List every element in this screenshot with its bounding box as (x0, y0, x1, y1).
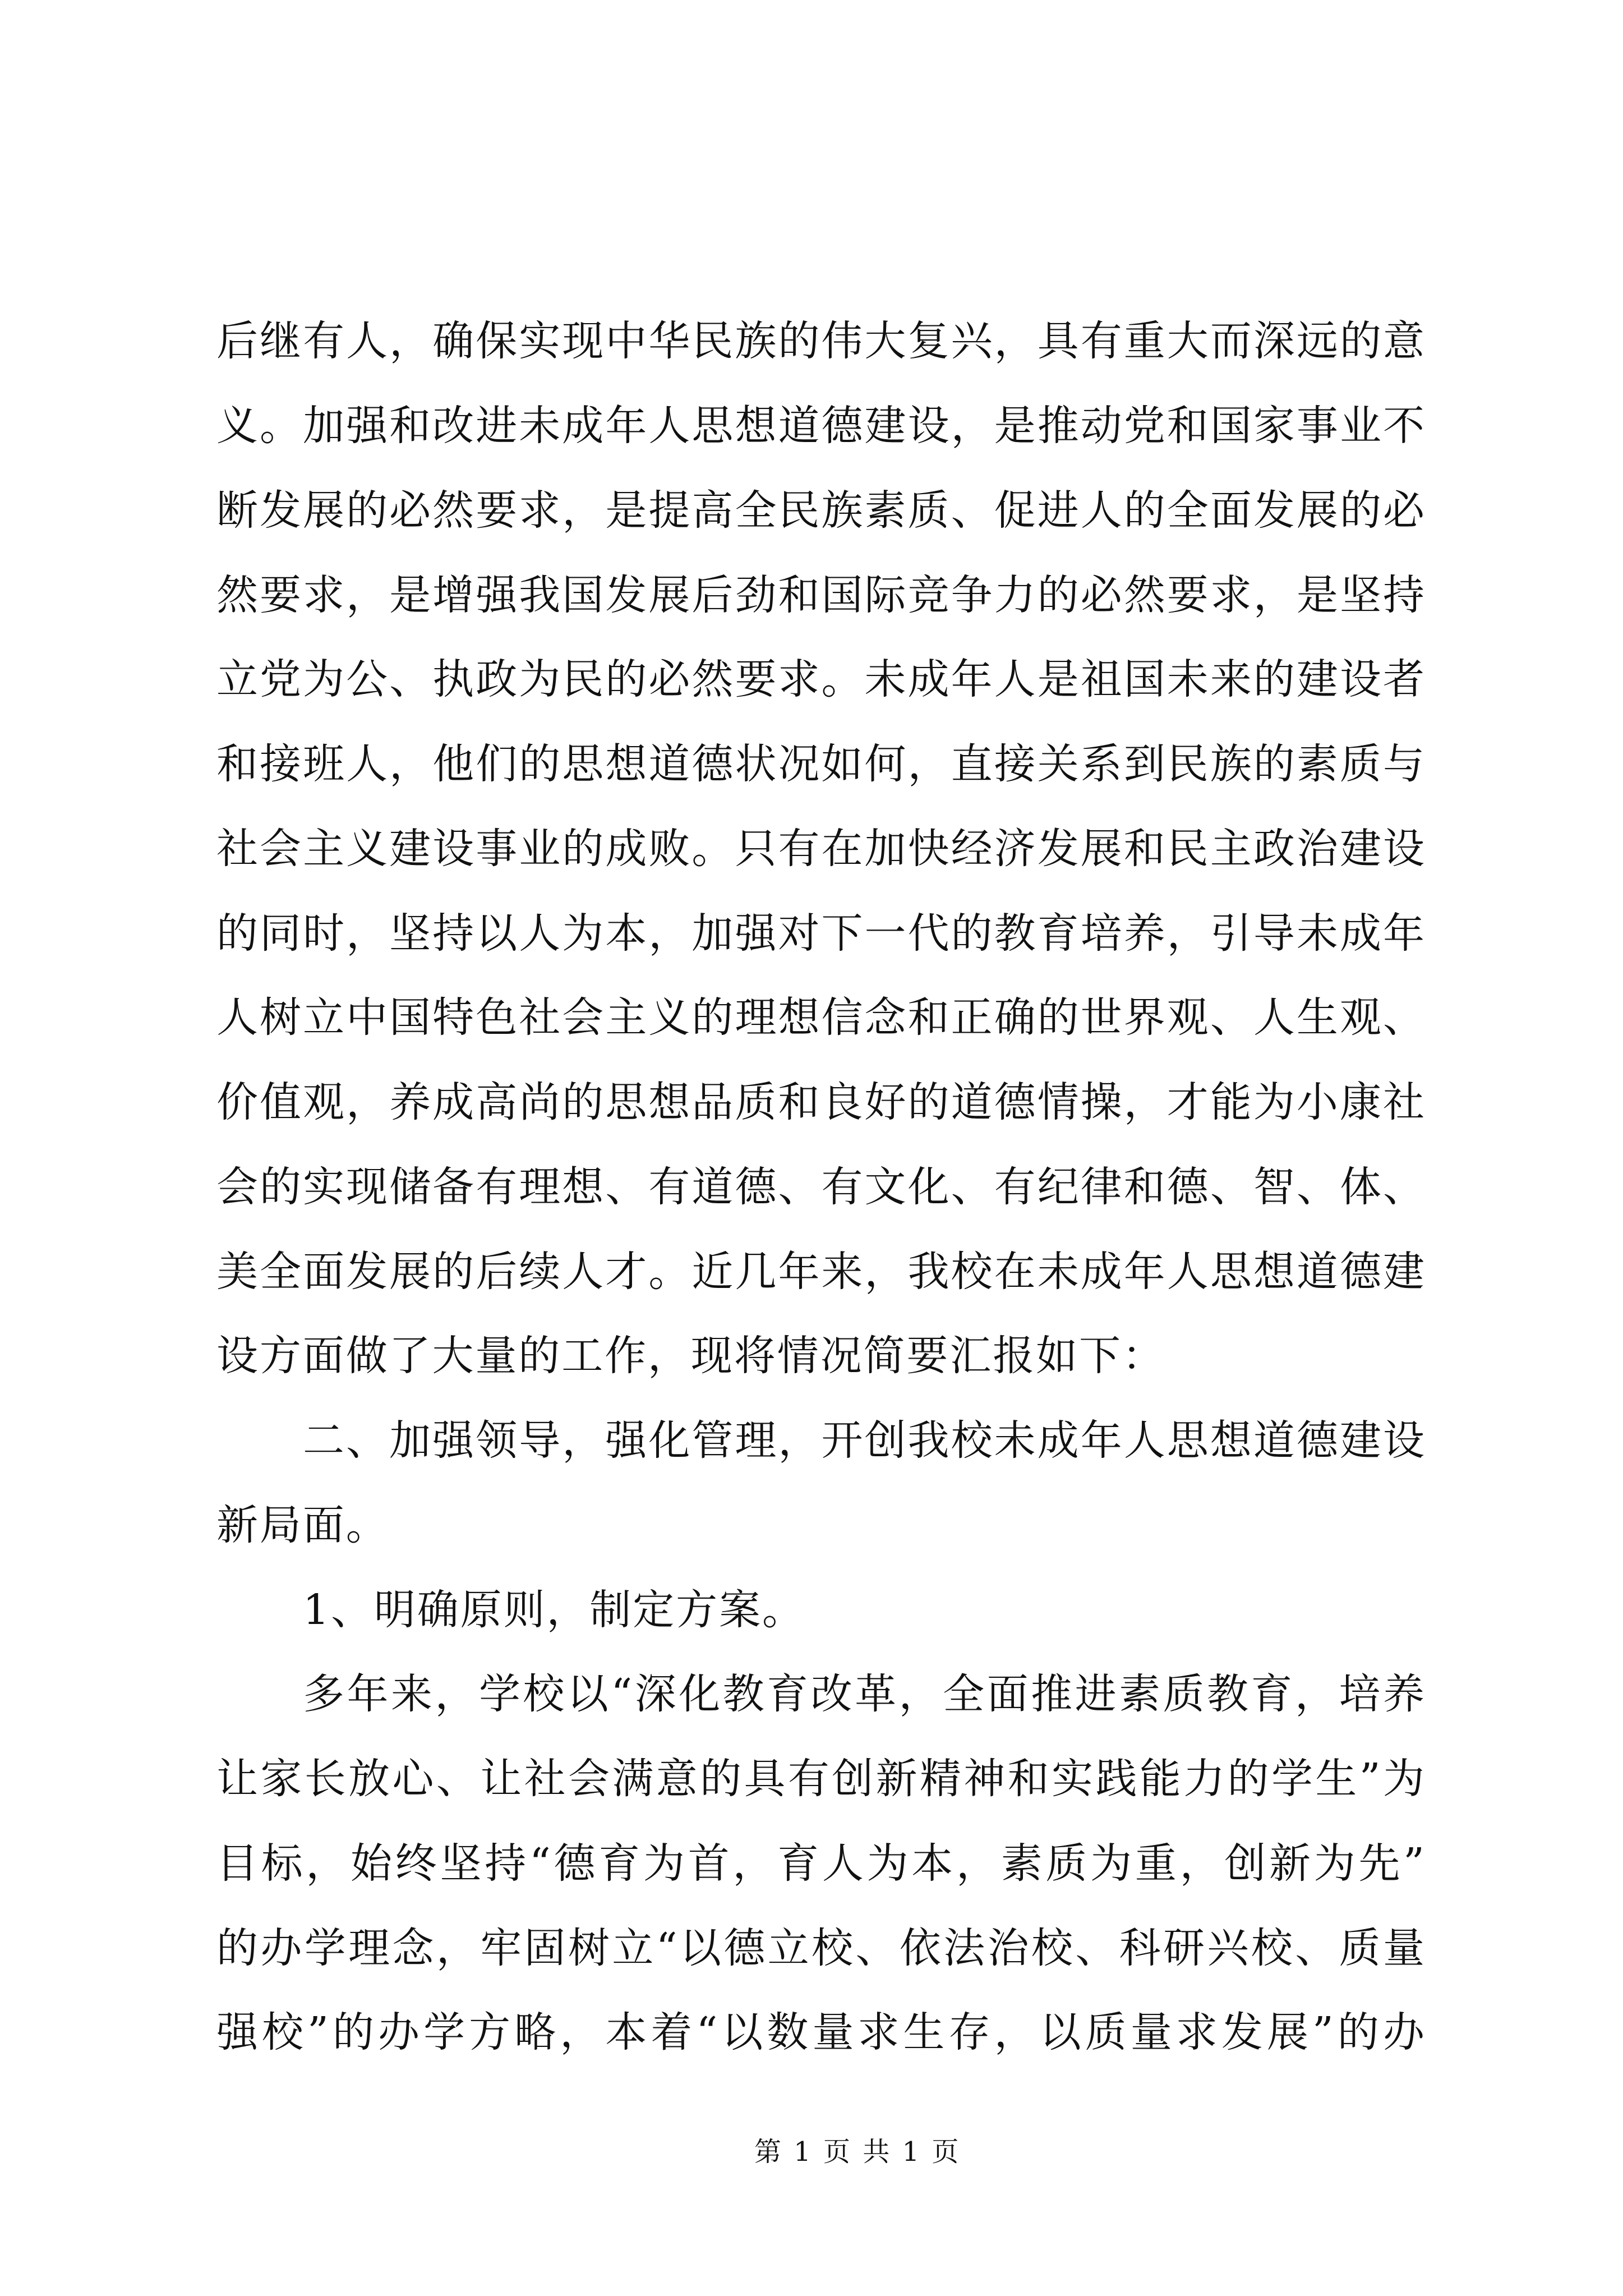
text-line: 和接班人，他们的思想道德状况如何，直接关系到民族的素质与 (216, 740, 1424, 789)
page-footer (754, 2132, 958, 2171)
text-line: 强校”的办学方略，本着“以数量求生存，以质量求发展”的办 (216, 2008, 1424, 2057)
heading-line: 1、明确原则，制定方案。 (303, 1585, 805, 1634)
text-line: 的办学理念，牢固树立“以德立校、依法治校、科研兴校、质量 (216, 1924, 1424, 1972)
text-line: 多年来，学校以“深化教育改革，全面推进素质教育，培养 (303, 1670, 1424, 1719)
paragraph (216, 1652, 1424, 2075)
text-line: 断发展的必然要求，是提高全民族素质、促进人的全面发展的必 (216, 486, 1424, 535)
section-heading (216, 1398, 1424, 1568)
text-line: 的同时，坚持以人为本，加强对下一代的教育培养，引导未成年 (216, 909, 1424, 958)
document-body (216, 299, 1424, 2075)
text-line: 美全面发展的后续人才。近几年来，我校在未成年人思想道德建 (216, 1247, 1424, 1296)
heading-line: 新局面。 (216, 1501, 389, 1549)
paragraph (216, 299, 1424, 1398)
heading-line: 二、加强领导，强化管理，开创我校未成年人思想道德建设 (303, 1416, 1424, 1465)
text-line: 社会主义建设事业的成败。只有在加快经济发展和民主政治建设 (216, 824, 1424, 873)
text-line: 目标，始终坚持“德育为首，育人为本，素质为重，创新为先” (216, 1839, 1424, 1888)
text-line: 后继有人，确保实现中华民族的伟大复兴，具有重大而深远的意 (216, 317, 1424, 366)
text-line: 价值观，养成高尚的思想品质和良好的道德情操，才能为小康社 (216, 1078, 1424, 1127)
text-line: 义。加强和改进未成年人思想道德建设，是推动党和国家事业不 (216, 402, 1424, 450)
text-line: 会的实现储备有理想、有道德、有文化、有纪律和德、智、体、 (216, 1162, 1424, 1211)
text-line: 然要求，是增强我国发展后劲和国际竞争力的必然要求，是坚持 (216, 570, 1424, 619)
subsection-heading (216, 1568, 1424, 1653)
text-line: 人树立中国特色社会主义的理想信念和正确的世界观、人生观、 (216, 993, 1424, 1042)
text-line: 设方面做了大量的工作，现将情况简要汇报如下： (216, 1332, 1165, 1381)
page-number: 第 1 页 共 1 页 (754, 2136, 959, 2168)
text-line: 让家长放心、让社会满意的具有创新精神和实践能力的学生”为 (216, 1755, 1424, 1803)
text-line: 立党为公、执政为民的必然要求。未成年人是祖国未来的建设者 (216, 655, 1424, 704)
